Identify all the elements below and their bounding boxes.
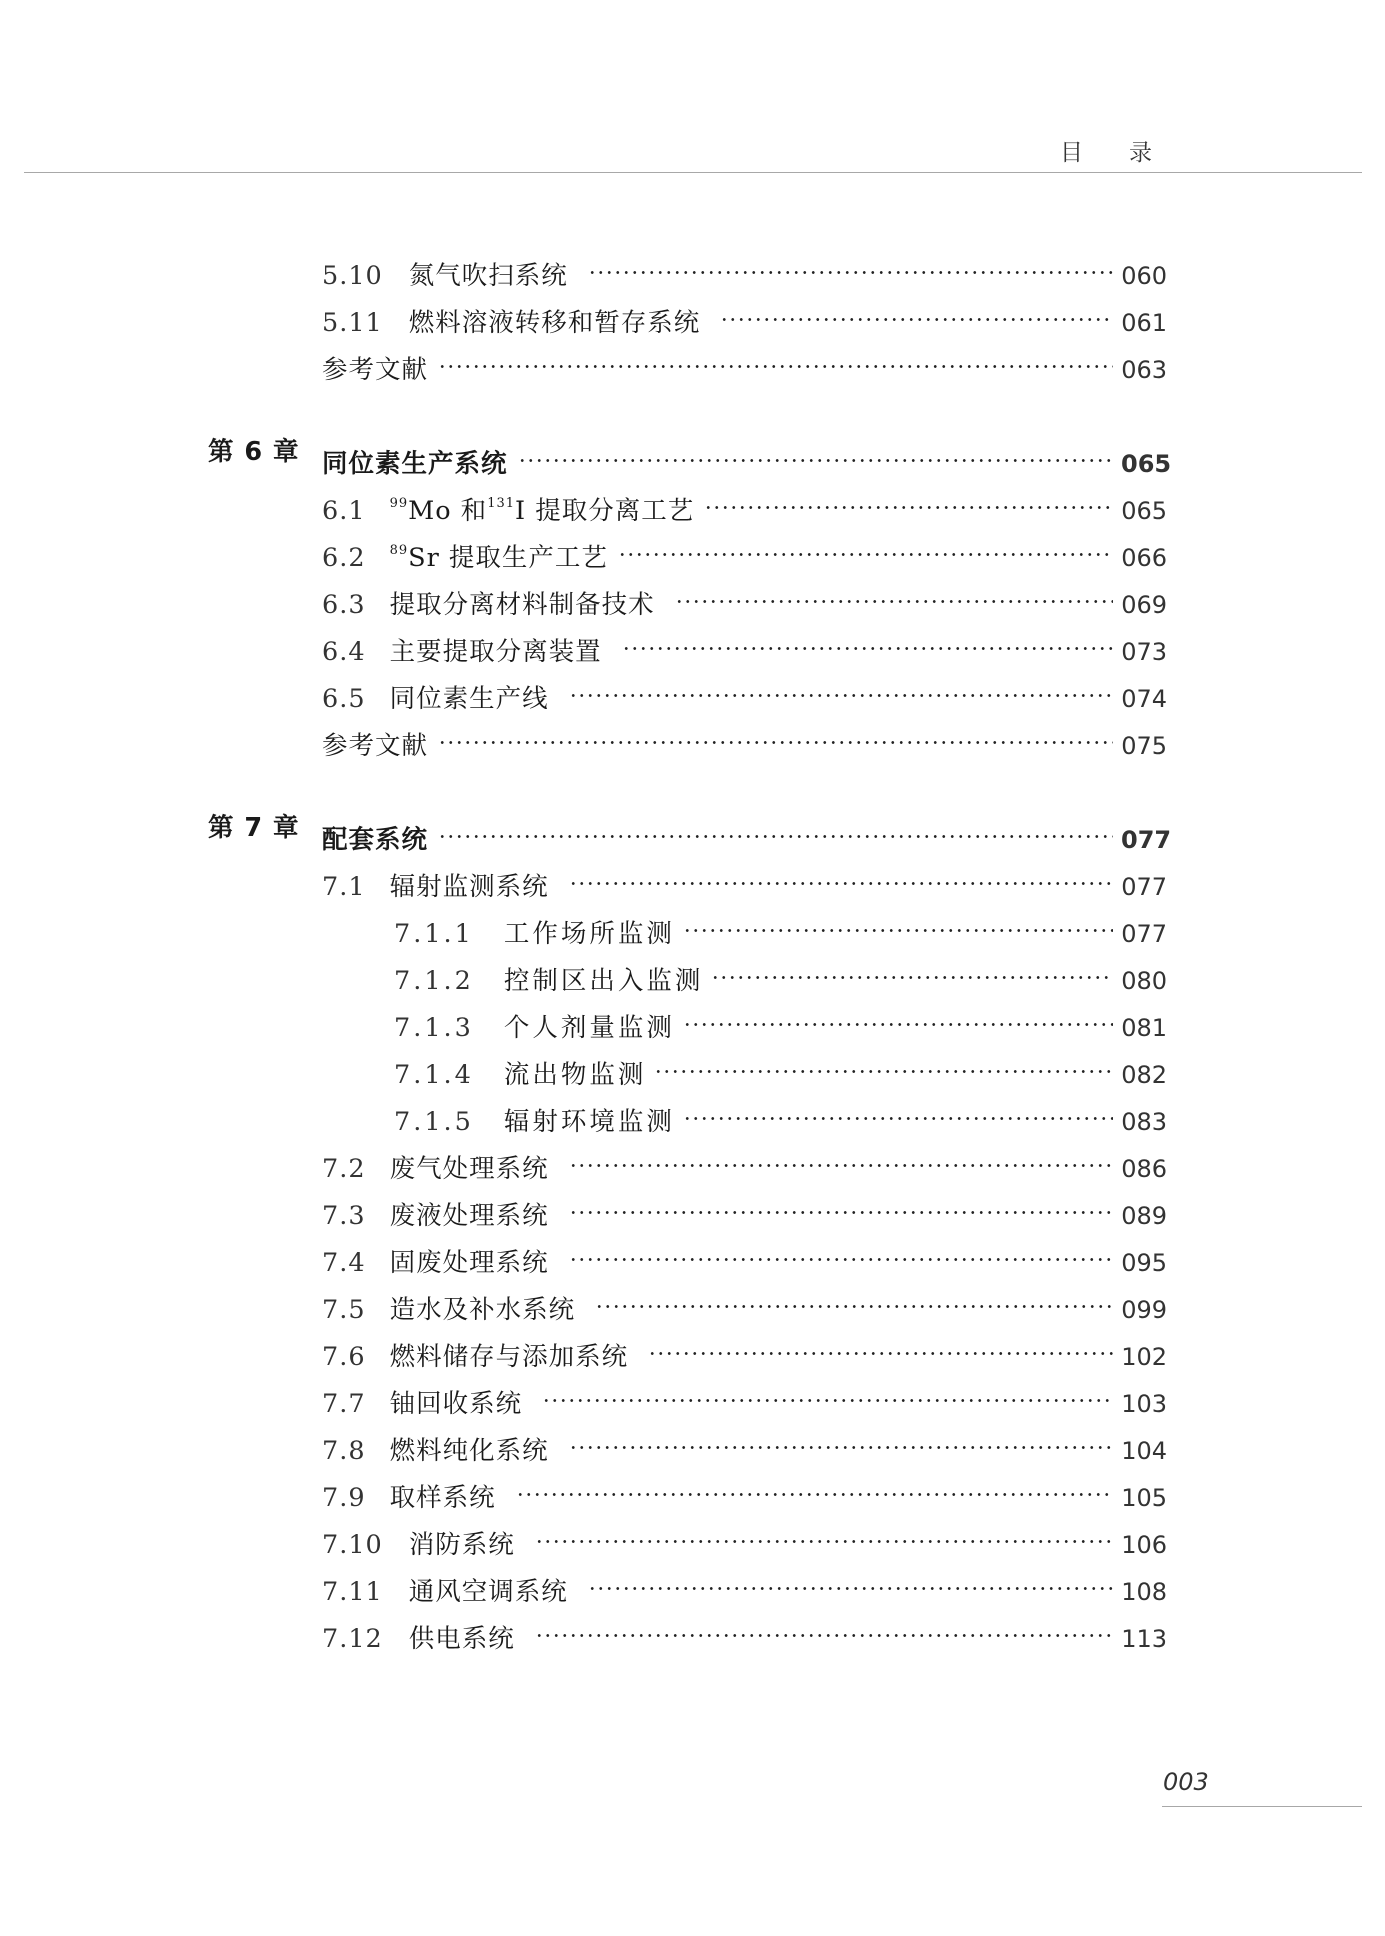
toc-section-number: 6.3 — [322, 590, 366, 620]
dot-leader — [588, 1560, 1113, 1600]
toc-entry-title: 同位素生产系统 — [322, 449, 508, 479]
toc-entry-title: 供电系统 — [408, 1624, 515, 1654]
page-number: 003 — [1163, 1768, 1209, 1796]
dot-leader — [720, 291, 1113, 331]
toc-page-number: 065 — [1121, 450, 1172, 478]
toc-superscript: 131 — [487, 496, 516, 511]
dot-leader — [569, 667, 1113, 707]
toc-title-part: I 提取分离工艺 — [515, 496, 695, 526]
toc-entry-title: 工作场所监测 — [503, 919, 675, 949]
toc-section-row — [0, 1278, 1385, 1325]
toc-entry-title: 铀回收系统 — [389, 1389, 523, 1419]
toc-page-number: 089 — [1121, 1202, 1167, 1230]
toc-section-row — [0, 902, 1385, 949]
toc-section-number: 5.10 — [322, 261, 383, 291]
dot-leader — [618, 526, 1113, 566]
toc-section-number: 7.3 — [322, 1201, 366, 1231]
dot-leader — [588, 244, 1113, 284]
toc-page-number: 075 — [1121, 732, 1167, 760]
dot-leader — [569, 855, 1113, 895]
dot-leader — [518, 432, 1113, 472]
dot-leader — [683, 996, 1113, 1036]
toc-page-number: 061 — [1121, 309, 1167, 337]
dot-leader — [535, 1607, 1113, 1647]
toc-title-part: Sr 提取生产工艺 — [408, 543, 608, 573]
toc-page-number: 060 — [1121, 262, 1167, 290]
toc-page-number: 104 — [1121, 1437, 1167, 1465]
toc-section-row — [0, 338, 1385, 385]
dot-leader — [438, 808, 1113, 848]
toc-entry-title: 废气处理系统 — [389, 1154, 549, 1184]
dot-leader — [569, 1231, 1113, 1271]
toc-entry-title: 控制区出入监测 — [503, 966, 704, 996]
dot-leader — [438, 338, 1113, 378]
dot-leader — [704, 479, 1113, 519]
toc-entry-title: 个人剂量监测 — [503, 1013, 675, 1043]
toc-page-number: 108 — [1121, 1578, 1167, 1606]
toc-page-number: 081 — [1121, 1014, 1167, 1042]
toc-section-number: 6.1 — [322, 496, 366, 526]
toc-entry-title — [390, 491, 695, 531]
toc-section-row — [0, 1043, 1385, 1090]
toc-section-number: 7.11 — [322, 1577, 383, 1607]
toc-section-number: 7.12 — [322, 1624, 383, 1654]
toc-chapter-row — [0, 432, 1385, 479]
toc-page-number: 106 — [1121, 1531, 1167, 1559]
toc-section-number: 6.5 — [322, 684, 366, 714]
toc-entry-title: 流出物监测 — [503, 1060, 647, 1090]
toc-entry-title: 废液处理系统 — [389, 1201, 549, 1231]
toc-section-number: 7.5 — [322, 1295, 366, 1325]
toc-section-row — [0, 1560, 1385, 1607]
footer-rule — [1162, 1806, 1362, 1807]
toc-page-number: 077 — [1121, 873, 1167, 901]
toc-section-row — [0, 526, 1385, 573]
toc-page-number: 099 — [1121, 1296, 1167, 1324]
toc-chapter-row — [0, 808, 1385, 855]
toc-entry-title: 取样系统 — [389, 1483, 496, 1513]
dot-leader — [438, 714, 1113, 754]
toc-entry-title: 配套系统 — [322, 825, 429, 855]
toc-superscript: 99 — [389, 496, 409, 511]
toc-section-row — [0, 1466, 1385, 1513]
toc-section-row — [0, 1231, 1385, 1278]
dot-leader — [622, 620, 1113, 660]
toc-page-number: 113 — [1121, 1625, 1167, 1653]
toc-section-row — [0, 667, 1385, 714]
toc-page-number: 086 — [1121, 1155, 1167, 1183]
dot-leader — [569, 1419, 1113, 1459]
toc-section-number: 7.6 — [322, 1342, 366, 1372]
toc-entry-title: 通风空调系统 — [408, 1577, 568, 1607]
running-header-title: 目录 — [1060, 140, 1198, 166]
toc-section-row — [0, 1372, 1385, 1419]
toc-entry-title: 辐射环境监测 — [503, 1107, 675, 1137]
dot-leader — [569, 1184, 1113, 1224]
toc-section-number: 7.2 — [322, 1154, 366, 1184]
toc-entry-title: 辐射监测系统 — [389, 872, 549, 902]
toc-chapter-number: 第 6 章 — [208, 437, 300, 467]
dot-leader — [683, 902, 1113, 942]
toc-page-number: 069 — [1121, 591, 1167, 619]
dot-leader — [516, 1466, 1113, 1506]
toc-section-row — [0, 1137, 1385, 1184]
toc-entry-title: 参考文献 — [322, 355, 429, 385]
toc-section-number: 7.1.2 — [394, 966, 474, 996]
toc-entry-title: 提取分离材料制备技术 — [389, 590, 655, 620]
toc-entry-title: 造水及补水系统 — [389, 1295, 576, 1325]
dot-leader — [569, 1137, 1113, 1177]
toc-page-number: 077 — [1121, 920, 1167, 948]
toc-section-row — [0, 1325, 1385, 1372]
dot-leader — [595, 1278, 1113, 1318]
toc-page-number: 105 — [1121, 1484, 1167, 1512]
toc-section-number: 7.1.4 — [394, 1060, 474, 1090]
toc-title-part: Mo 和 — [408, 496, 488, 526]
toc-section-number: 7.7 — [322, 1389, 366, 1419]
toc-section-row — [0, 1513, 1385, 1560]
toc-section-row — [0, 949, 1385, 996]
toc-page-number: 074 — [1121, 685, 1167, 713]
toc-entry-title: 参考文献 — [322, 731, 429, 761]
toc-page-number: 095 — [1121, 1249, 1167, 1277]
toc-section-row — [0, 1607, 1385, 1654]
toc-page-number: 080 — [1121, 967, 1167, 995]
toc-chapter-number: 第 7 章 — [208, 813, 300, 843]
toc-page-number: 073 — [1121, 638, 1167, 666]
toc-page-number: 063 — [1121, 356, 1167, 384]
toc-page-number: 077 — [1121, 826, 1172, 854]
toc-section-row — [0, 479, 1385, 526]
toc-entry-title: 固废处理系统 — [389, 1248, 549, 1278]
toc-section-number: 7.1.1 — [394, 919, 474, 949]
toc-entry-title: 主要提取分离装置 — [389, 637, 602, 667]
toc-section-row — [0, 244, 1385, 291]
toc-page-number: 103 — [1121, 1390, 1167, 1418]
toc-page-number: 065 — [1121, 497, 1167, 525]
dot-leader — [675, 573, 1113, 613]
toc-section-number: 7.8 — [322, 1436, 366, 1466]
toc-page-number: 082 — [1121, 1061, 1167, 1089]
toc-entry-title: 燃料纯化系统 — [389, 1436, 549, 1466]
toc-section-number: 7.1.5 — [394, 1107, 474, 1137]
toc-page-number: 066 — [1121, 544, 1167, 572]
toc-entry-title: 燃料储存与添加系统 — [389, 1342, 629, 1372]
dot-leader — [654, 1043, 1113, 1083]
toc-superscript: 89 — [389, 543, 409, 558]
toc-section-number: 6.2 — [322, 543, 366, 573]
toc-section-row — [0, 714, 1385, 761]
toc-section-number: 7.10 — [322, 1530, 383, 1560]
toc-entry-title: 同位素生产线 — [389, 684, 549, 714]
toc-section-row — [0, 620, 1385, 667]
dot-leader — [648, 1325, 1113, 1365]
toc-section-number: 7.1.3 — [394, 1013, 474, 1043]
dot-leader — [542, 1372, 1113, 1412]
toc-section-number: 7.9 — [322, 1483, 366, 1513]
toc-section-row — [0, 573, 1385, 620]
toc-page-number: 102 — [1121, 1343, 1167, 1371]
toc-section-row — [0, 1419, 1385, 1466]
dot-leader — [683, 1090, 1113, 1130]
toc-section-number: 5.11 — [322, 308, 383, 338]
toc-section-row — [0, 855, 1385, 902]
toc-entry-title: 燃料溶液转移和暂存系统 — [408, 308, 701, 338]
toc-section-number: 7.1 — [322, 872, 366, 902]
dot-leader — [711, 949, 1113, 989]
toc-entry-title — [390, 538, 608, 578]
toc-section-number: 6.4 — [322, 637, 366, 667]
toc-section-row — [0, 1090, 1385, 1137]
toc-entry-title: 氮气吹扫系统 — [408, 261, 568, 291]
toc-section-number: 7.4 — [322, 1248, 366, 1278]
toc-entry-title: 消防系统 — [408, 1530, 515, 1560]
dot-leader — [535, 1513, 1113, 1553]
toc-section-row — [0, 1184, 1385, 1231]
toc-page-number: 083 — [1121, 1108, 1167, 1136]
toc-section-row — [0, 996, 1385, 1043]
toc-section-row — [0, 291, 1385, 338]
